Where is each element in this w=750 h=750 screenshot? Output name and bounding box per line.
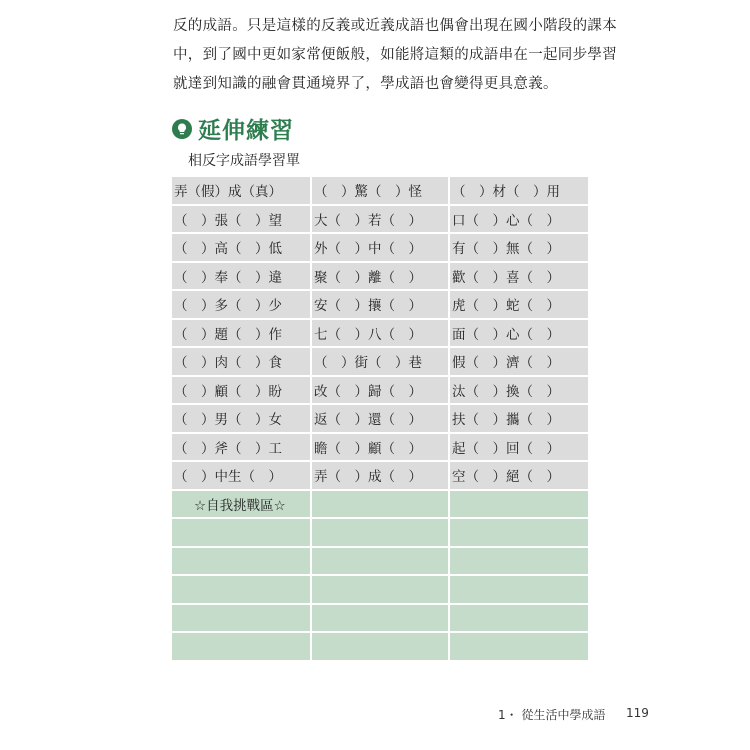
idiom-cell: （ ）驚（ ）怪 — [312, 177, 450, 206]
idiom-cell: 有（ ）無（ ） — [450, 234, 588, 263]
page-number: 119 — [626, 706, 649, 720]
idiom-cell: 聚（ ）離（ ） — [312, 263, 450, 292]
idiom-cell: （ ）材（ ）用 — [450, 177, 588, 206]
challenge-blank-row — [172, 633, 588, 662]
idiom-cell: 口（ ）心（ ） — [450, 206, 588, 235]
worksheet-title: 相反字成語學習單 — [188, 153, 300, 169]
worksheet-row — [172, 434, 588, 463]
lightbulb-icon — [172, 119, 192, 139]
section-title: 延伸練習 — [198, 117, 294, 144]
idiom-cell: 安（ ）攘（ ） — [312, 291, 450, 320]
idiom-cell: 扶（ ）攜（ ） — [450, 405, 588, 434]
worksheet-row — [172, 291, 588, 320]
challenge-blank-row — [172, 519, 588, 548]
idiom-cell: 大（ ）若（ ） — [312, 206, 450, 235]
idiom-cell: 面（ ）心（ ） — [450, 320, 588, 349]
challenge-blank-cell — [172, 519, 312, 548]
challenge-blank-row — [172, 576, 588, 605]
challenge-blank-cell — [450, 576, 588, 605]
idiom-cell: （ ）斧（ ）工 — [172, 434, 312, 463]
worksheet-row — [172, 177, 588, 206]
challenge-blank-cell — [172, 548, 312, 577]
idiom-cell: （ ）街（ ）巷 — [312, 348, 450, 377]
challenge-blank-cell — [450, 519, 588, 548]
idiom-cell: 空（ ）絕（ ） — [450, 462, 588, 491]
intro-line-1: 反的成語。只是這樣的反義或近義成語也偶會出現在國小階段的課本 — [173, 18, 617, 34]
idiom-cell: 外（ ）中（ ） — [312, 234, 450, 263]
idiom-worksheet-table — [172, 177, 588, 662]
idiom-cell: 起（ ）回（ ） — [450, 434, 588, 463]
challenge-blank-cell — [450, 605, 588, 634]
worksheet-row — [172, 206, 588, 235]
intro-line-3: 就達到知識的融會貫通境界了，學成語也會變得更具意義。 — [173, 76, 558, 92]
worksheet-row — [172, 462, 588, 491]
section-heading — [172, 112, 294, 145]
intro-paragraph — [173, 12, 617, 99]
idiom-cell: 假（ ）濟（ ） — [450, 348, 588, 377]
idiom-cell: 改（ ）歸（ ） — [312, 377, 450, 406]
worksheet-row — [172, 320, 588, 349]
challenge-blank-cell — [312, 605, 450, 634]
challenge-blank-cell — [312, 519, 450, 548]
idiom-cell: （ ）肉（ ）食 — [172, 348, 312, 377]
intro-line-2: 中，到了國中更如家常便飯般，如能將這類的成語串在一起同步學習 — [173, 47, 617, 63]
idiom-cell: 弄（假）成（真） — [172, 177, 312, 206]
worksheet-row — [172, 348, 588, 377]
challenge-blank-cell — [450, 633, 588, 662]
worksheet-row — [172, 405, 588, 434]
idiom-cell: （ ）題（ ）作 — [172, 320, 312, 349]
challenge-blank-cell — [450, 548, 588, 577]
idiom-cell: 虎（ ）蛇（ ） — [450, 291, 588, 320]
idiom-cell: 返（ ）還（ ） — [312, 405, 450, 434]
idiom-cell: （ ）多（ ）少 — [172, 291, 312, 320]
idiom-cell: （ ）顧（ ）盼 — [172, 377, 312, 406]
challenge-blank-cell — [312, 633, 450, 662]
idiom-cell: 弄（ ）成（ ） — [312, 462, 450, 491]
challenge-blank-cell — [312, 548, 450, 577]
worksheet-row — [172, 234, 588, 263]
challenge-blank-cell — [172, 576, 312, 605]
worksheet-row — [172, 263, 588, 292]
challenge-blank-cell — [450, 491, 588, 520]
idiom-cell: （ ）張（ ）望 — [172, 206, 312, 235]
idiom-cell: （ ）男（ ）女 — [172, 405, 312, 434]
worksheet-row — [172, 377, 588, 406]
chapter-footer: 1・ 從生活中學成語 — [498, 708, 606, 722]
challenge-blank-cell — [172, 633, 312, 662]
challenge-blank-row — [172, 548, 588, 577]
challenge-blank-cell — [312, 576, 450, 605]
idiom-cell: （ ）高（ ）低 — [172, 234, 312, 263]
challenge-label: ☆自我挑戰區☆ — [172, 491, 312, 520]
idiom-cell: 汰（ ）換（ ） — [450, 377, 588, 406]
idiom-cell: 七（ ）八（ ） — [312, 320, 450, 349]
challenge-blank-cell — [312, 491, 450, 520]
idiom-cell: （ ）奉（ ）違 — [172, 263, 312, 292]
idiom-cell: （ ）中生（ ） — [172, 462, 312, 491]
challenge-blank-cell — [172, 605, 312, 634]
idiom-cell: 歡（ ）喜（ ） — [450, 263, 588, 292]
challenge-header-row — [172, 491, 588, 520]
challenge-blank-row — [172, 605, 588, 634]
idiom-cell: 瞻（ ）顧（ ） — [312, 434, 450, 463]
